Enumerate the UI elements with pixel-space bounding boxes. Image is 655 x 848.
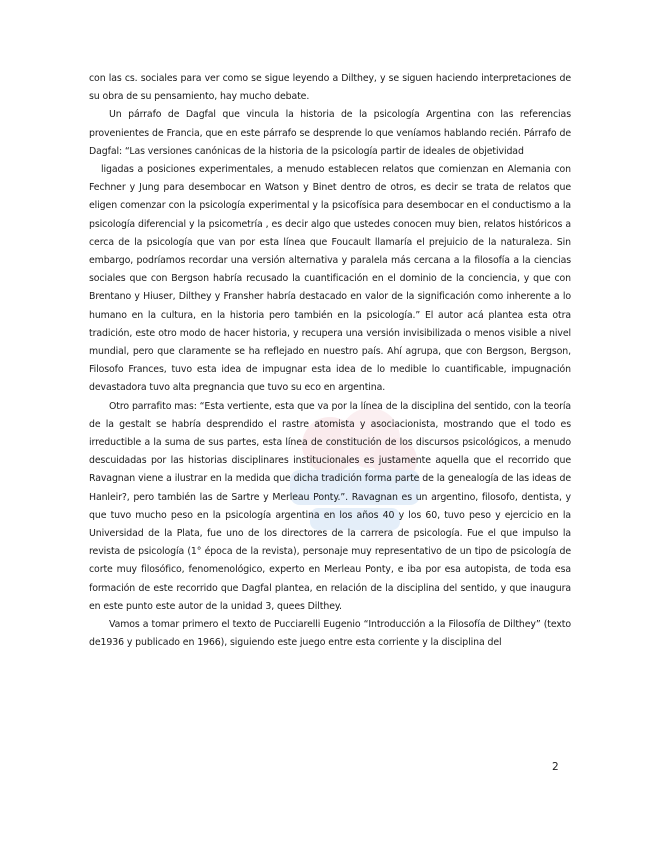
paragraph: con las cs. sociales para ver como se sigue leyendo a Dilthey, y se siguen haciendo interpretaciones de su obra de su pensamiento, hay mucho debate. (89, 73, 571, 103)
paragraph: ligadas a posiciones experimentales, a menudo establecen relatos que comienzan en Alemania con Fechner y Jung para desembocar en Watson y Binet dentro de otros, es decir se trata de relatos que eligen comenzar con la psicología experimental y la psicofísica para desembocar en el conductismo a la psicología diferencial y la psicometría , es decir algo que ustedes conocen muy bien, relatos históricos a cerca de la psicología que van por esta línea que Foucault llamaría el prejuicio de la naturaleza. Sin embargo, podríamos recordar una versión alternativa y paralela más cercana a la filosofía a la ciencias sociales que con Bergson habría recusado la cuantificación en el dominio de la conciencia, y que con Brentano y Hiuser, Dilthey y Fransher habría destacado en valor de la significación como inherente a lo humano en la cultura, en la historia pero también en la psicología.” El autor acá plantea esta otra tradición, este otro modo de hacer historia, y recupera una versión invisibilizada o menos visible a nivel mundial, pero que claramente se ha reflejado en nuestro país. Ahí agrupa, que con Bergson, Bergson, Filosofo Frances, tuvo esta idea de impugnar esta idea de lo medible lo cuantificable, impugnación devastadora tuvo alta pregnancia que tuvo su eco en argentina. (89, 164, 571, 394)
paragraph: Vamos a tomar primero el texto de Pucciarelli Eugenio “Introducción a la Filosofía de Dilthey” (texto de1936 y publicado en 1966), siguiendo este juego entre esta corriente y la disciplina del (89, 619, 571, 649)
page-number: 2 (552, 761, 559, 773)
body-text (89, 70, 571, 653)
paragraph: Un párrafo de Dagfal que vincula la historia de la psicología Argentina con las referencias provenientes de Francia, que en este párrafo se desprende lo que veníamos hablando recién. Párrafo de Dagfal: “Las versiones canónicas de la historia de la psicología partir de ideales de objetividad (89, 109, 571, 157)
paragraph: Otro parrafito mas: “Esta vertiente, esta que va por la línea de la disciplina del sentido, con la teoría de la gestalt se habría desprendido el rastre atomista y asociacionista, mostrando que el todo es irreductible a la suma de sus partes, esta línea de constitución de los discursos psicológicos, a menudo descuidadas por las historias disciplinares institucionales es justamente aquella que el recorrido que Ravagnan viene a ilustrar en la medida que dicha tradición forma parte de la genealogía de las ideas de Hanleir?, pero también las de Sartre y Merleau Ponty.”. Ravagnan es un argentino, filosofo, dentista, y que tuvo mucho peso en la psicología argentina en los años 40 y los 60, tuvo peso y ejercicio en la Universidad de la Plata, fue uno de los directores de la carrera de psicología. Fue el que impulso la revista de psicología (1° época de la revista), personaje muy representativo de un tipo de psicología de corte muy filosófico, fenomenológico, experto en Merleau Ponty, e iba por esa autopista, de toda esa formación de este recorrido que Dagfal plantea, en relación de la disciplina del sentido, y que inaugura en este punto este autor de la unidad 3, quees Dilthey. (89, 400, 571, 612)
